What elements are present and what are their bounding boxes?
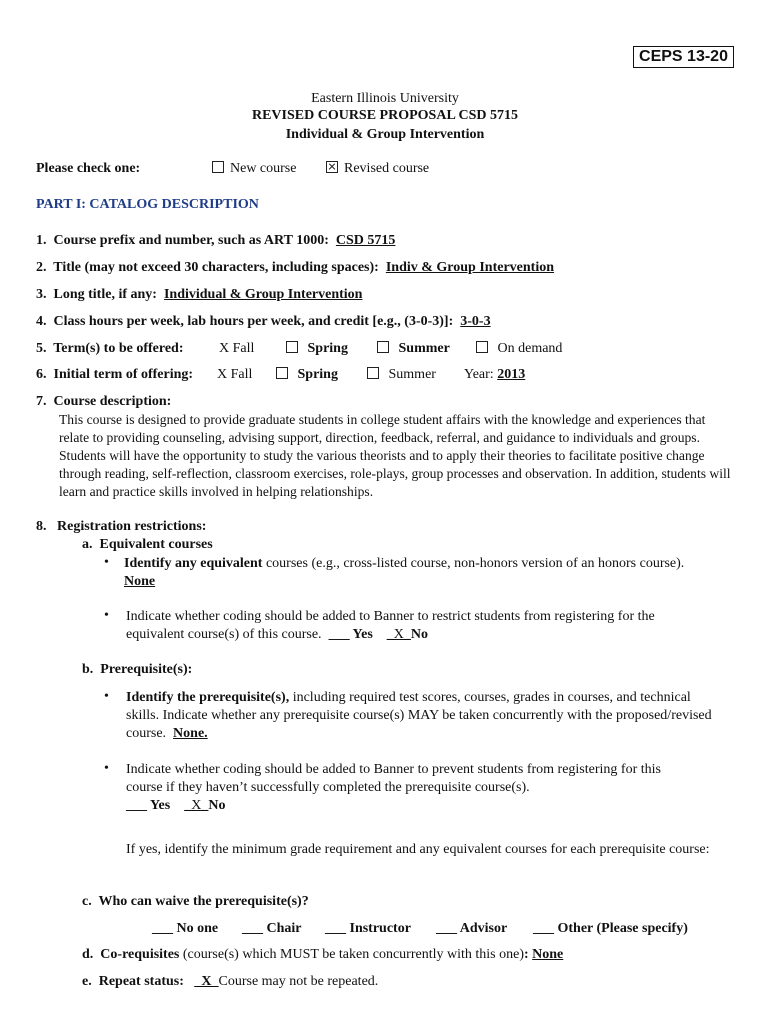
sub-label: e. xyxy=(82,974,92,989)
long-title-value: Individual & Group Intervention xyxy=(163,287,363,302)
prerequisite-value: None. xyxy=(173,726,208,741)
initial-summer-label: Summer xyxy=(388,367,436,382)
equivalent-courses-text xyxy=(124,555,704,591)
bullet-icon: • xyxy=(104,689,109,704)
yes-option[interactable]: ___ Yes xyxy=(328,627,373,642)
initial-summer-checkbox[interactable] xyxy=(367,367,379,379)
bullet-icon: • xyxy=(104,761,109,776)
proposal-title: REVISED COURSE PROPOSAL CSD 5715 xyxy=(251,108,519,123)
revised-course-label: Revised course xyxy=(344,161,430,176)
sub-title: Who can waive the prerequisite(s)? xyxy=(98,894,309,909)
sub-d xyxy=(82,947,563,963)
item-2 xyxy=(36,260,554,276)
item-label: Initial term of offering: xyxy=(53,367,194,382)
course-description: This course is designed to provide graduate students in college student affairs with the knowledge and experiences that relate to providing counseling, advising support, direction, feedback, referral, and guidance to individuals and groups. Students will have the opportunity to study the various theorists and to apply their theories to facilitate positive change through reading, self-reflection, classroom exercises, role-plays, group processes and observation. In addition, students will learn and practice skills involved in helping relationships. xyxy=(59,412,731,499)
item-label: Class hours per week, lab hours per week, and credit [e.g., (3-0-3)]: xyxy=(53,314,454,329)
sub-title: Repeat status: xyxy=(98,974,184,989)
body-text: Indicate whether coding should be added to Banner to prevent students from registering for this course if they haven’t successfully completed the prerequisite course(s). xyxy=(126,762,661,795)
item-number: 3. xyxy=(36,287,47,302)
new-course-label: New course xyxy=(230,161,297,176)
initial-year xyxy=(464,367,525,383)
sub-title: Co-requisites xyxy=(100,947,180,962)
summer-label: Summer xyxy=(398,341,450,356)
summer-checkbox[interactable] xyxy=(377,341,389,353)
year-value: 2013 xyxy=(497,367,526,382)
bold-lead: Identify the prerequisite(s), xyxy=(126,690,290,705)
bold-lead: Identify any equivalent xyxy=(124,556,263,571)
waive-no-one[interactable]: ___ No one xyxy=(152,921,219,936)
waive-instructor[interactable]: ___ Instructor xyxy=(325,921,411,936)
new-course-checkbox[interactable] xyxy=(212,161,224,173)
colon: : xyxy=(523,947,529,962)
waive-other[interactable]: ___ Other (Please specify) xyxy=(533,921,688,936)
prerequisite-coding-text xyxy=(126,761,686,815)
course-name: Individual & Group Intervention xyxy=(285,127,485,142)
no-mark[interactable]: _X_ xyxy=(386,627,411,642)
body-text: including required test scores, courses, grades in courses, and technical skills. Indicate whether any prerequisite course(s) MAY be taken concurrently with the proposed/revised course. xyxy=(126,690,712,741)
yes-option[interactable]: ___ Yes xyxy=(126,798,171,813)
body-text: (course(s) which MUST be taken concurrently with this one) xyxy=(179,947,524,962)
corequisite-value: None xyxy=(532,947,564,962)
sub-title: Equivalent courses xyxy=(99,537,213,552)
item-label: Course prefix and number, such as ART 1000: xyxy=(53,233,329,248)
term-ondemand-option[interactable] xyxy=(476,341,562,357)
revised-course-checkbox[interactable] xyxy=(326,161,338,173)
sub-c xyxy=(82,894,309,910)
year-label: Year: xyxy=(464,367,494,382)
sub-label: b. xyxy=(82,662,94,677)
university-name: Eastern Illinois University xyxy=(311,91,459,106)
item-8 xyxy=(36,519,206,535)
spring-checkbox[interactable] xyxy=(286,341,298,353)
spring-label: Spring xyxy=(307,341,348,356)
item-3 xyxy=(36,287,362,303)
new-course-option[interactable] xyxy=(212,161,296,177)
sub-e xyxy=(82,974,378,990)
repeat-mark[interactable]: _X_ xyxy=(194,974,219,989)
if-yes-text: If yes, identify the minimum grade requirement and any equivalent courses for each prerequisite course: xyxy=(126,842,710,857)
repeat-text: Course may not be repeated. xyxy=(218,974,379,989)
item-label: Long title, if any: xyxy=(53,287,157,302)
bullet-icon: • xyxy=(104,608,109,623)
prerequisite-text xyxy=(126,689,726,743)
no-option: No xyxy=(208,798,226,813)
item-label: Title (may not exceed 30 characters, including spaces): xyxy=(53,260,379,275)
item-label: Registration restrictions: xyxy=(57,519,207,534)
item-6-label xyxy=(36,367,193,383)
sub-label: c. xyxy=(82,894,92,909)
item-number: 5. xyxy=(36,341,47,356)
waive-advisor[interactable]: ___ Advisor xyxy=(436,921,508,936)
sub-a xyxy=(82,537,213,553)
item-number: 6. xyxy=(36,367,47,382)
item-1 xyxy=(36,233,395,249)
initial-spring-checkbox[interactable] xyxy=(276,367,288,379)
initial-spring-option[interactable] xyxy=(276,367,338,383)
body-text: Indicate whether coding should be added to Banner to restrict students from registering for the equivalent course(s) of this course. xyxy=(126,609,655,642)
bullet-icon: • xyxy=(104,555,109,570)
sub-title: Prerequisite(s): xyxy=(100,662,193,677)
ondemand-checkbox[interactable] xyxy=(476,341,488,353)
ondemand-label: On demand xyxy=(497,341,563,356)
revised-course-option[interactable] xyxy=(326,161,429,177)
initial-spring-label: Spring xyxy=(297,367,338,382)
equivalent-value: None xyxy=(124,574,156,589)
document-code: CEPS 13-20 xyxy=(633,46,734,68)
item-7 xyxy=(36,394,171,410)
no-mark[interactable]: _X_ xyxy=(184,798,209,813)
waive-chair[interactable]: ___ Chair xyxy=(242,921,302,936)
item-number: 7. xyxy=(36,394,47,409)
initial-summer-option[interactable] xyxy=(367,367,436,383)
item-number: 1. xyxy=(36,233,47,248)
sub-label: a. xyxy=(82,537,93,552)
term-spring-option[interactable] xyxy=(286,341,348,357)
item-4 xyxy=(36,314,491,330)
initial-fall: X Fall xyxy=(217,367,253,382)
item-label: Term(s) to be offered: xyxy=(53,341,184,356)
item-number: 4. xyxy=(36,314,47,329)
body-text: courses (e.g., cross-listed course, non-honors version of an honors course). xyxy=(262,556,685,571)
item-label: Course description: xyxy=(53,394,172,409)
sub-b xyxy=(82,662,192,678)
item-number: 8. xyxy=(36,519,47,534)
hours-value: 3-0-3 xyxy=(460,314,491,329)
item-number: 2. xyxy=(36,260,47,275)
check-label: Please check one: xyxy=(36,161,141,176)
item-5-label xyxy=(36,341,184,357)
term-fall: X Fall xyxy=(219,341,255,356)
sub-label: d. xyxy=(82,947,94,962)
title-value: Indiv & Group Intervention xyxy=(385,260,555,275)
equivalent-coding-text xyxy=(126,608,686,644)
no-option: No xyxy=(410,627,429,642)
part1-title: PART I: CATALOG DESCRIPTION xyxy=(36,197,259,212)
course-prefix-value: CSD 5715 xyxy=(335,233,396,248)
term-summer-option[interactable] xyxy=(377,341,450,357)
